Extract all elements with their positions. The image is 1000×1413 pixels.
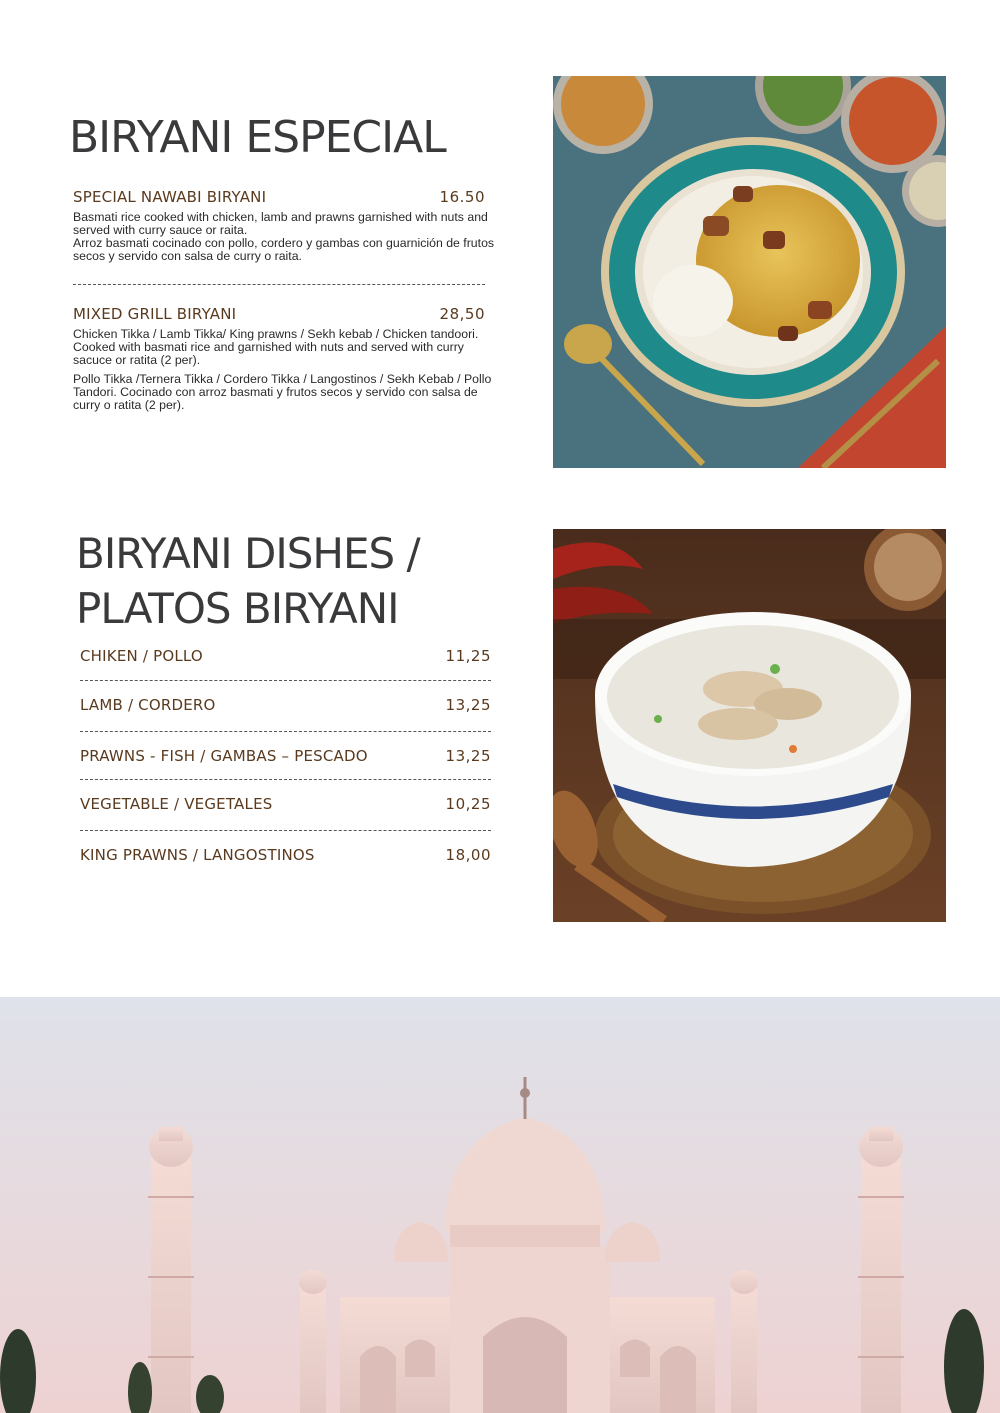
section-title-dishes — [76, 526, 420, 636]
dashed-divider — [80, 680, 491, 681]
section-title-especial: BIRYANI ESPECIAL — [69, 112, 446, 163]
item-name-mixed-grill: MIXED GRILL BIRYANI — [73, 305, 237, 323]
item-desc-en-nawabi: Basmati rice cooked with chicken, lamb and prawns garnished with nuts and served with curry sauce or raita. — [73, 210, 488, 237]
dish-price-prawns-fish: 13,25 — [445, 747, 491, 765]
item-price-nawabi: 16.50 — [439, 188, 485, 206]
item-desc-es-mixed-grill: Pollo Tikka /Ternera Tikka / Cordero Tikka / Langostinos / Sekh Kebab / Pollo Tandori. Cocinado con arroz basmati y frutos secos y servido con salsa de curry o ratita (2 per). — [73, 372, 492, 412]
item-name-nawabi: SPECIAL NAWABI BIRYANI — [73, 188, 267, 206]
dish-price-vegetable: 10,25 — [445, 795, 491, 813]
dish-name-vegetable: VEGETABLE / VEGETALES — [80, 795, 273, 813]
taj-mahal-photo — [0, 997, 1000, 1413]
dashed-divider — [80, 830, 491, 831]
dish-name-king-prawns: KING PRAWNS / LANGOSTINOS — [80, 846, 315, 864]
dashed-divider — [80, 779, 491, 780]
section-title-dishes-line1: BIRYANI DISHES / — [76, 529, 420, 578]
dish-name-chicken: CHIKEN / POLLO — [80, 647, 203, 665]
dashed-divider — [80, 731, 491, 732]
dish-price-chicken: 11,25 — [445, 647, 491, 665]
dish-name-lamb: LAMB / CORDERO — [80, 696, 216, 714]
rice-bowl-with-chicken-photo — [553, 529, 946, 922]
item-desc-es-nawabi: Arroz basmati cocinado con pollo, cordero y gambas con guarnición de frutos secos y servido con salsa de curry o raita. — [73, 236, 495, 263]
dish-price-lamb: 13,25 — [445, 696, 491, 714]
dish-name-prawns-fish: PRAWNS - FISH / GAMBAS – PESCADO — [80, 747, 368, 765]
biryani-plate-photo — [553, 76, 946, 468]
item-price-mixed-grill: 28,50 — [439, 305, 485, 323]
section-title-dishes-line2: PLATOS BIRYANI — [76, 584, 399, 633]
dashed-divider — [73, 284, 485, 285]
item-desc-en-mixed-grill: Chicken Tikka / Lamb Tikka/ King prawns / Sekh kebab / Chicken tandoori. Cooked with basmati rice and garnished with nuts and served with curry sacuce or ratita (2 per). — [73, 327, 479, 367]
dish-price-king-prawns: 18,00 — [445, 846, 491, 864]
